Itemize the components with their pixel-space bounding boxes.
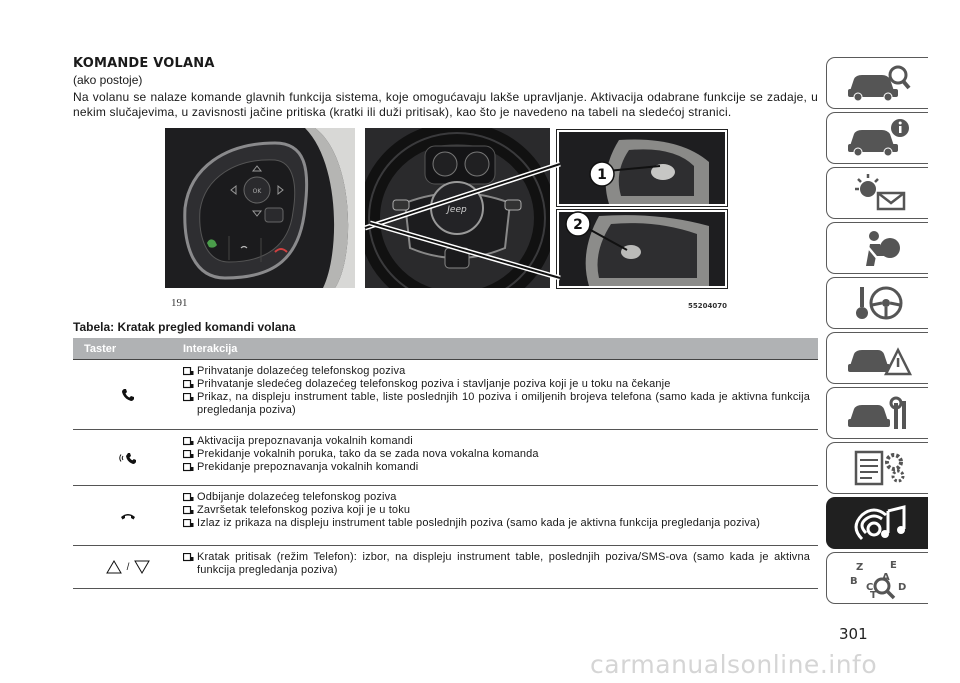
svg-text:Z: Z: [855, 562, 863, 573]
phone-hangup-icon: [120, 512, 136, 520]
tab-warning-lights[interactable]: [826, 167, 928, 219]
jeep-logo: Jeep: [447, 205, 467, 215]
table-row: [73, 546, 818, 589]
bullet-icon: [183, 367, 194, 376]
intro-paragraph: Na volanu se nalaze komande glavnih funkcija sistema, koje omogućavaju lakše upravljanje. Aktivacija odabrane funkcije se zadaje, u nekim slučajevima, u zavisnosti jačine pritiska (kratki ili duži pritisak), kao što je navedeno na tabeli na sledećoj stranici.: [73, 90, 818, 119]
list-item: Odbijanje dolazećeg telefonskog poziva: [183, 491, 810, 504]
list-item: Izlaz iz prikaza na displeju instrument table poslednjih poziva (samo kada je aktivna funkcija pregledanja poziva): [183, 517, 810, 530]
svg-text:T: T: [869, 590, 877, 600]
car-emergency-icon: [842, 336, 914, 380]
chapter-tabs: [826, 57, 928, 607]
tab-safety[interactable]: [826, 222, 928, 274]
bullet-icon: [183, 506, 194, 515]
bullet-icon: [183, 380, 194, 389]
figure-number: 191: [171, 297, 188, 309]
tab-multimedia[interactable]: [826, 497, 928, 549]
header-taster: Taster: [84, 342, 117, 355]
svg-text:D: D: [897, 582, 906, 593]
taster-cell: [73, 486, 183, 545]
table-header: [73, 338, 818, 360]
callout-overlay: [165, 128, 727, 290]
list-item: Prikaz, na displeju instrument table, liste poslednjih 10 poziva i omiljenih brojeva telefona (samo kada je aktivna funkcija pregledanja poziva): [183, 391, 810, 417]
tab-car-search[interactable]: [826, 57, 928, 109]
svg-text:C: C: [865, 582, 873, 593]
taster-cell: [73, 360, 183, 429]
icon-separator: /: [126, 561, 130, 573]
interakcija-cell: [183, 360, 818, 429]
bullet-icon: [183, 450, 194, 459]
car-info-icon: [842, 116, 914, 160]
svg-text:B: B: [849, 576, 858, 587]
list-item: Završetak telefonskog poziva koji je u toku: [183, 504, 810, 517]
car-search-icon: [842, 61, 914, 105]
tab-service[interactable]: [826, 387, 928, 439]
tab-car-info[interactable]: [826, 112, 928, 164]
steering-wheel-key-icon: [842, 281, 914, 325]
phone-accept-icon: [121, 388, 135, 402]
interakcija-cell: [183, 430, 818, 485]
list-item: Prihvatanje sledećeg dolazećeg telefonskog poziva i stavljanje poziva koji je u toku na čekanje: [183, 378, 810, 391]
controls-table: [73, 338, 818, 589]
multimedia-icon: [842, 501, 914, 545]
arrow-up-icon: [105, 559, 123, 575]
taster-cell: [73, 546, 183, 588]
bullet-icon: [183, 519, 194, 528]
tab-starting-driving[interactable]: [826, 277, 928, 329]
tab-emergency[interactable]: [826, 332, 928, 384]
steering-wheel-figure: [165, 128, 727, 290]
bullet-icon: [183, 393, 194, 402]
tab-index[interactable]: [826, 552, 928, 604]
list-item: Prekidanje vokalnih poruka, tako da se zada nova vokalna komanda: [183, 448, 810, 461]
svg-text:E: E: [889, 560, 897, 571]
list-item: Prekidanje prepoznavanja vokalnih komandi: [183, 461, 810, 474]
arrow-down-icon: [133, 559, 151, 575]
list-item: Kratak pritisak (režim Telefon): izbor, na displeju instrument table, poslednjih poziva/SMS-ova (samo kada je aktivna funkcija pregledanja poziva): [183, 551, 810, 577]
list-item: Aktivacija prepoznavanja vokalnih komandi: [183, 435, 810, 448]
table-title: Tabela: Kratak pregled komandi volana: [73, 320, 296, 334]
header-interakcija: Interakcija: [183, 342, 238, 355]
callout-2-label: 2: [573, 217, 583, 233]
taster-cell: [73, 430, 183, 485]
interakcija-cell: [183, 486, 818, 545]
ok-button-label: OK: [252, 188, 262, 195]
airbag-safety-icon: [842, 226, 914, 270]
callout-1-label: 1: [597, 167, 607, 183]
bullet-icon: [183, 493, 194, 502]
voice-command-icon: [119, 451, 137, 465]
warning-light-mail-icon: [842, 171, 914, 215]
bullet-icon: [183, 437, 194, 446]
bullet-icon: [183, 463, 194, 472]
section-heading: KOMANDE VOLANA: [73, 56, 215, 71]
tab-technical-data[interactable]: [826, 442, 928, 494]
page-number: 301: [839, 625, 868, 643]
table-row: [73, 486, 818, 546]
alphabetical-index-icon: [842, 556, 914, 600]
svg-text:A: A: [881, 572, 890, 583]
technical-data-icon: [842, 446, 914, 490]
bullet-icon: [183, 553, 194, 562]
list-item: Prihvatanje dolazećeg telefonskog poziva: [183, 365, 810, 378]
figure-code: 55204070: [688, 302, 727, 310]
car-service-icon: [842, 391, 914, 435]
section-subheading: (ako postoje): [73, 73, 143, 87]
table-row: [73, 360, 818, 430]
table-row: [73, 430, 818, 486]
interakcija-cell: [183, 546, 818, 588]
watermark: carmanualsonline.info: [590, 650, 878, 679]
